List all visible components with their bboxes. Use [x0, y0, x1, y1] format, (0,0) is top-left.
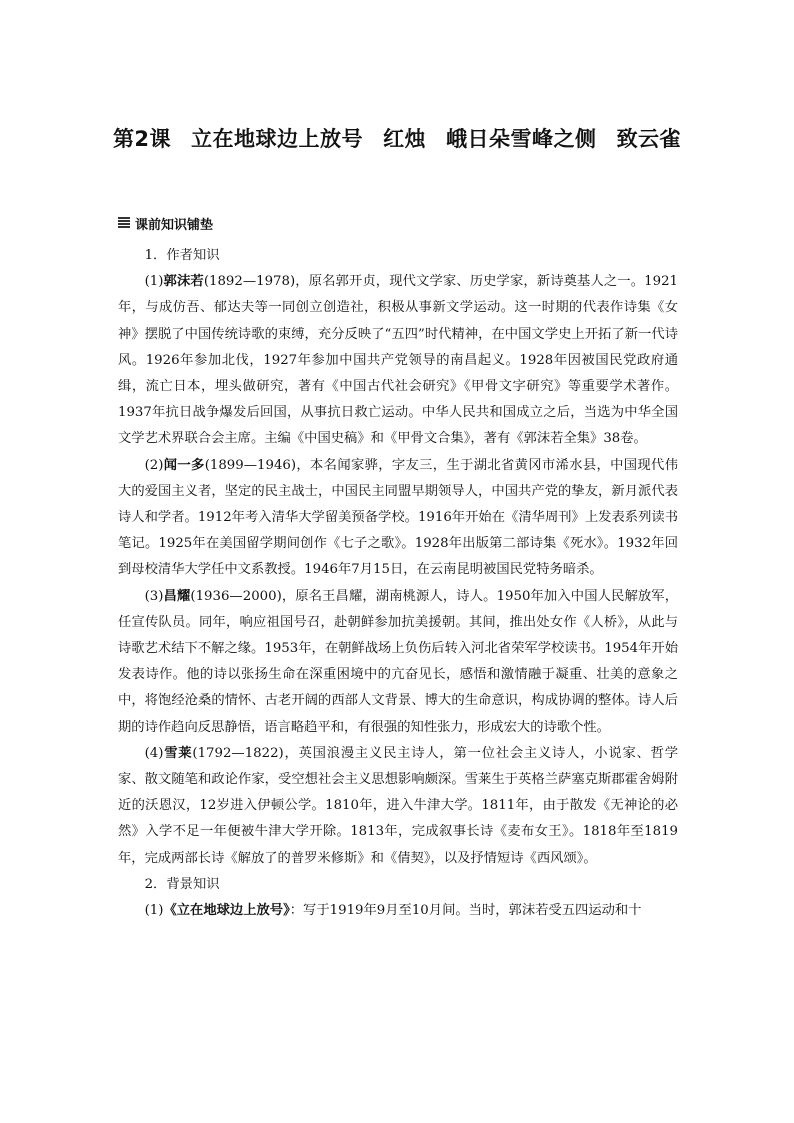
item-number: (3) — [144, 588, 164, 604]
paragraph-text: (1936—2000)，原名王昌耀，湖南桃源人，诗人。1950年加入中国人民解放军，任宣传队员。同年，响应祖国号召，赴朝鲜参加抗美援朝。其间，推出处女作《人桥》，从此与诗歌艺术结下不解之缘。1953年，在朝鲜战场上负伤后转入河北省荣军学校读书。1954年开始发表诗作。他的诗以张扬生命在深重困境中的亢奋见长，感悟和激情融于凝重、壮美的意象之中，将饱经沧桑的情怀、古老开阔的西部人文背景、博大的生命意识，构成协调的整体。诗人后期的诗作趋向反思静悟，语言略趋平和，有很强的知性张力，形成宏大的诗歌个性。 — [118, 588, 678, 735]
author-name: 昌耀 — [163, 588, 191, 604]
section-marker-icon — [118, 217, 130, 229]
paragraph-shelley — [118, 741, 678, 872]
lesson-title — [110, 118, 684, 160]
poem-name: 《立在地球边上放号》 — [163, 903, 290, 919]
paragraph-guo-moruo — [118, 269, 678, 452]
subheading-author: 1．作者知识 — [144, 248, 220, 263]
title-poem-2: 红烛 — [383, 127, 427, 151]
item-number: (1) — [144, 903, 164, 919]
item-number: (2) — [144, 457, 164, 473]
paragraph-wen-yiduo — [118, 453, 678, 584]
body-text — [118, 243, 678, 924]
title-poem-3: 峨日朵雪峰之侧 — [446, 127, 597, 151]
subheading-background: 2．背景知识 — [144, 876, 220, 892]
author-name: 雪莱 — [163, 745, 193, 761]
paragraph-chang-yao — [118, 584, 678, 741]
item-number: (4) — [144, 745, 164, 761]
section-heading-label: 课前知识铺垫 — [135, 217, 214, 233]
paragraph-text: (1899—1946)，本名闻家骅，字友三，生于湖北省黄冈市浠水县，中国现代伟大的爱国主义者，坚定的民主战士，中国民主同盟早期领导人，中国共产党的挚友，新月派代表诗人和学者。1912年考入清华大学留美预备学校。1916年开始在《清华周刊》上发表系列读书笔记。1925年在美国留学期间创作《七子之歌》。1928年出版第二部诗集《死水》。1932年回到母校清华大学任中文系教授。1946年7月15日，在云南昆明被国民党特务暗杀。 — [118, 457, 678, 578]
item-number: (1) — [144, 274, 164, 290]
section-heading — [118, 213, 213, 233]
paragraph-text: ：写于1919年9月至10月间。当时，郭沫若受五四运动和十 — [289, 903, 642, 919]
title-lesson-number: 第2课 — [112, 127, 172, 151]
author-name: 闻一多 — [163, 457, 205, 473]
paragraph-text: (1792—1822)，英国浪漫主义民主诗人，第一位社会主义诗人，小说家、哲学家、散文随笔和政论作家，受空想社会主义思想影响颇深。雪莱生于英格兰萨塞克斯郡霍舍姆附近的沃恩汉，12岁进入伊顿公学。1810年，进入牛津大学。1811年，由于散发《无神论的必然》入学不足一年便被牛津大学开除。1813年，完成叙事长诗《麦布女王》。1818年至1819年，完成两部长诗《解放了的普罗米修斯》和《倩契》，以及抒情短诗《西风颂》。 — [118, 745, 678, 866]
title-poem-1: 立在地球边上放号 — [191, 127, 364, 151]
title-poem-4: 致云雀 — [616, 127, 682, 151]
paragraph-text: (1892—1978)，原名郭开贞，现代文学家、历史学家，新诗奠基人之一。1921年，与成仿吾、郁达夫等一同创立创造社，积极从事新文学运动。这一时期的代表作诗集《女神》摆脱了中国传统诗歌的束缚，充分反映了“五四”时代精神，在中国文学史上开拓了新一代诗风。1926年参加北伐，1927年参加中国共产党领导的南昌起义。1928年因被国民党政府通缉，流亡日本，埋头做研究，著有《中国古代社会研究》《甲骨文字研究》等重要学术著作。1937年抗日战争爆发后回国，从事抗日救亡运动。中华人民共和国成立之后，当选为中华全国文学艺术界联合会主席。主编《中国史稿》和《甲骨文合集》，著有《郭沫若全集》38卷。 — [118, 274, 678, 447]
author-name: 郭沫若 — [163, 274, 204, 290]
paragraph-background-1 — [118, 898, 678, 924]
